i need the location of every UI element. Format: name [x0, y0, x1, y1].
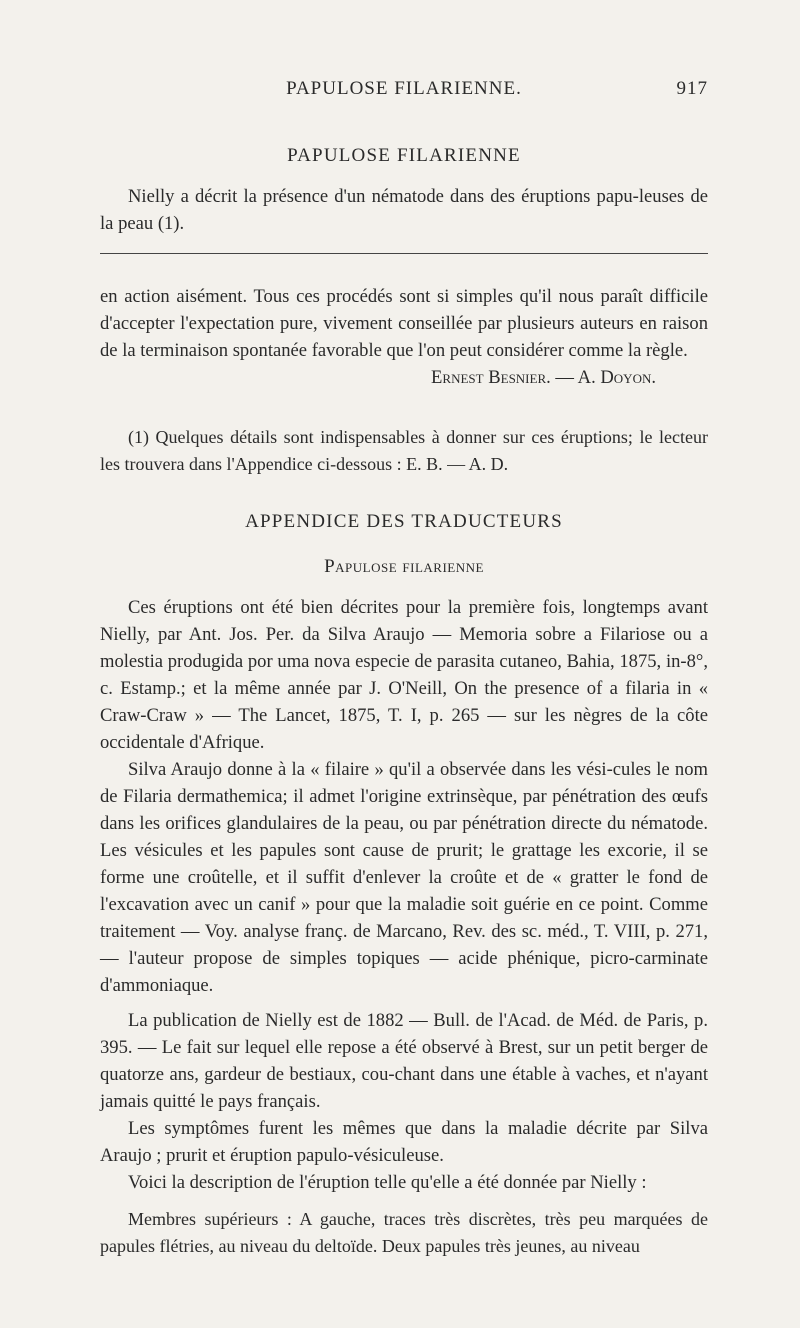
appendix: [100, 508, 708, 1260]
section-intro: Nielly a décrit la présence d'un nématode dans des éruptions papu-leuses de la peau (1).: [100, 186, 708, 234]
continuation-paragraph: en action aisément. Tous ces procédés sont si simples qu'il nous paraît difficile d'accepter l'expectation pure, vivement conseillée par plusieurs auteurs en raison de la terminaison spontanée favorable que l'on peut considérer comme la règle.: [100, 286, 708, 361]
running-title: PAPULOSE FILARIENNE.: [286, 78, 522, 99]
footnote: [100, 424, 708, 478]
appendix-paragraph: Ces éruptions ont été bien décrites pour la première fois, longtemps avant Nielly, par Ant. Jos. Per. da Silva Araujo — Memoria sobre a Filariose ou a molestia produgida por uma nova especie de parasita cutaneo, Bahia, 1875, in-8°, c. Estamp.; et la même année par J. O'Neill, On the presence of a filaria in « Craw-Craw » — The Lancet, 1875, T. I, p. 265 — sur les nègres de la côte occidentale d'Afrique.: [100, 597, 708, 753]
separator-rule: [100, 253, 708, 254]
appendix-paragraph: Membres supérieurs : A gauche, traces très discrètes, très peu marquées de papules flétries, au niveau du deltoïde. Deux papules très jeunes, au niveau: [100, 1209, 708, 1256]
signature: Ernest Besnier. — A. Doyon.: [431, 367, 656, 388]
section-papulose: [100, 142, 708, 237]
appendix-title: APPENDICE DES TRADUCTEURS: [245, 511, 563, 532]
page-number: 917: [676, 78, 708, 99]
appendix-paragraph: La publication de Nielly est de 1882 — Bull. de l'Acad. de Méd. de Paris, p. 395. — Le fait sur lequel elle repose a été observé à Brest, sur un petit berger de quatorze ans, gardeur de bestiaux, cou-chant dans une étable à vaches, et n'ayant jamais quitté le pays français.: [100, 1010, 708, 1112]
appendix-paragraph: Les symptômes furent les mêmes que dans la maladie décrite par Silva Araujo ; prurit et éruption papulo-vésiculeuse.: [100, 1118, 708, 1166]
appendix-paragraph: Voici la description de l'éruption telle qu'elle a été donnée par Nielly :: [128, 1172, 647, 1193]
footnote-text: (1) Quelques détails sont indispensables à donner sur ces éruptions; le lecteur les trouvera dans l'Appendice ci-dessous : E. B. — A. D.: [100, 427, 708, 474]
appendix-subtitle: Papulose filarienne: [324, 556, 484, 577]
continuation-block: [100, 283, 708, 391]
section-title: PAPULOSE FILARIENNE: [287, 145, 521, 166]
appendix-paragraph: Silva Araujo donne à la « filaire » qu'il a observée dans les vési-cules le nom de Filaria dermathemica; il admet l'origine extrinsèque, par pénétration des œufs dans les orifices glandulaires de la peau, ou par pénétration directe du nématode. Les vésicules et les papules sont cause de prurit; le grattage les excorie, il se forme une croûtelle, et il suffit d'enlever la croûte et de « gratter le fond de l'excavation avec un canif » pour que la maladie soit guérie en ce point. Comme traitement — Voy. analyse franç. de Marcano, Rev. des sc. méd., T. VIII, p. 271, — l'auteur propose de simples topiques — acide phénique, picro-carminate d'ammoniaque.: [100, 759, 708, 996]
